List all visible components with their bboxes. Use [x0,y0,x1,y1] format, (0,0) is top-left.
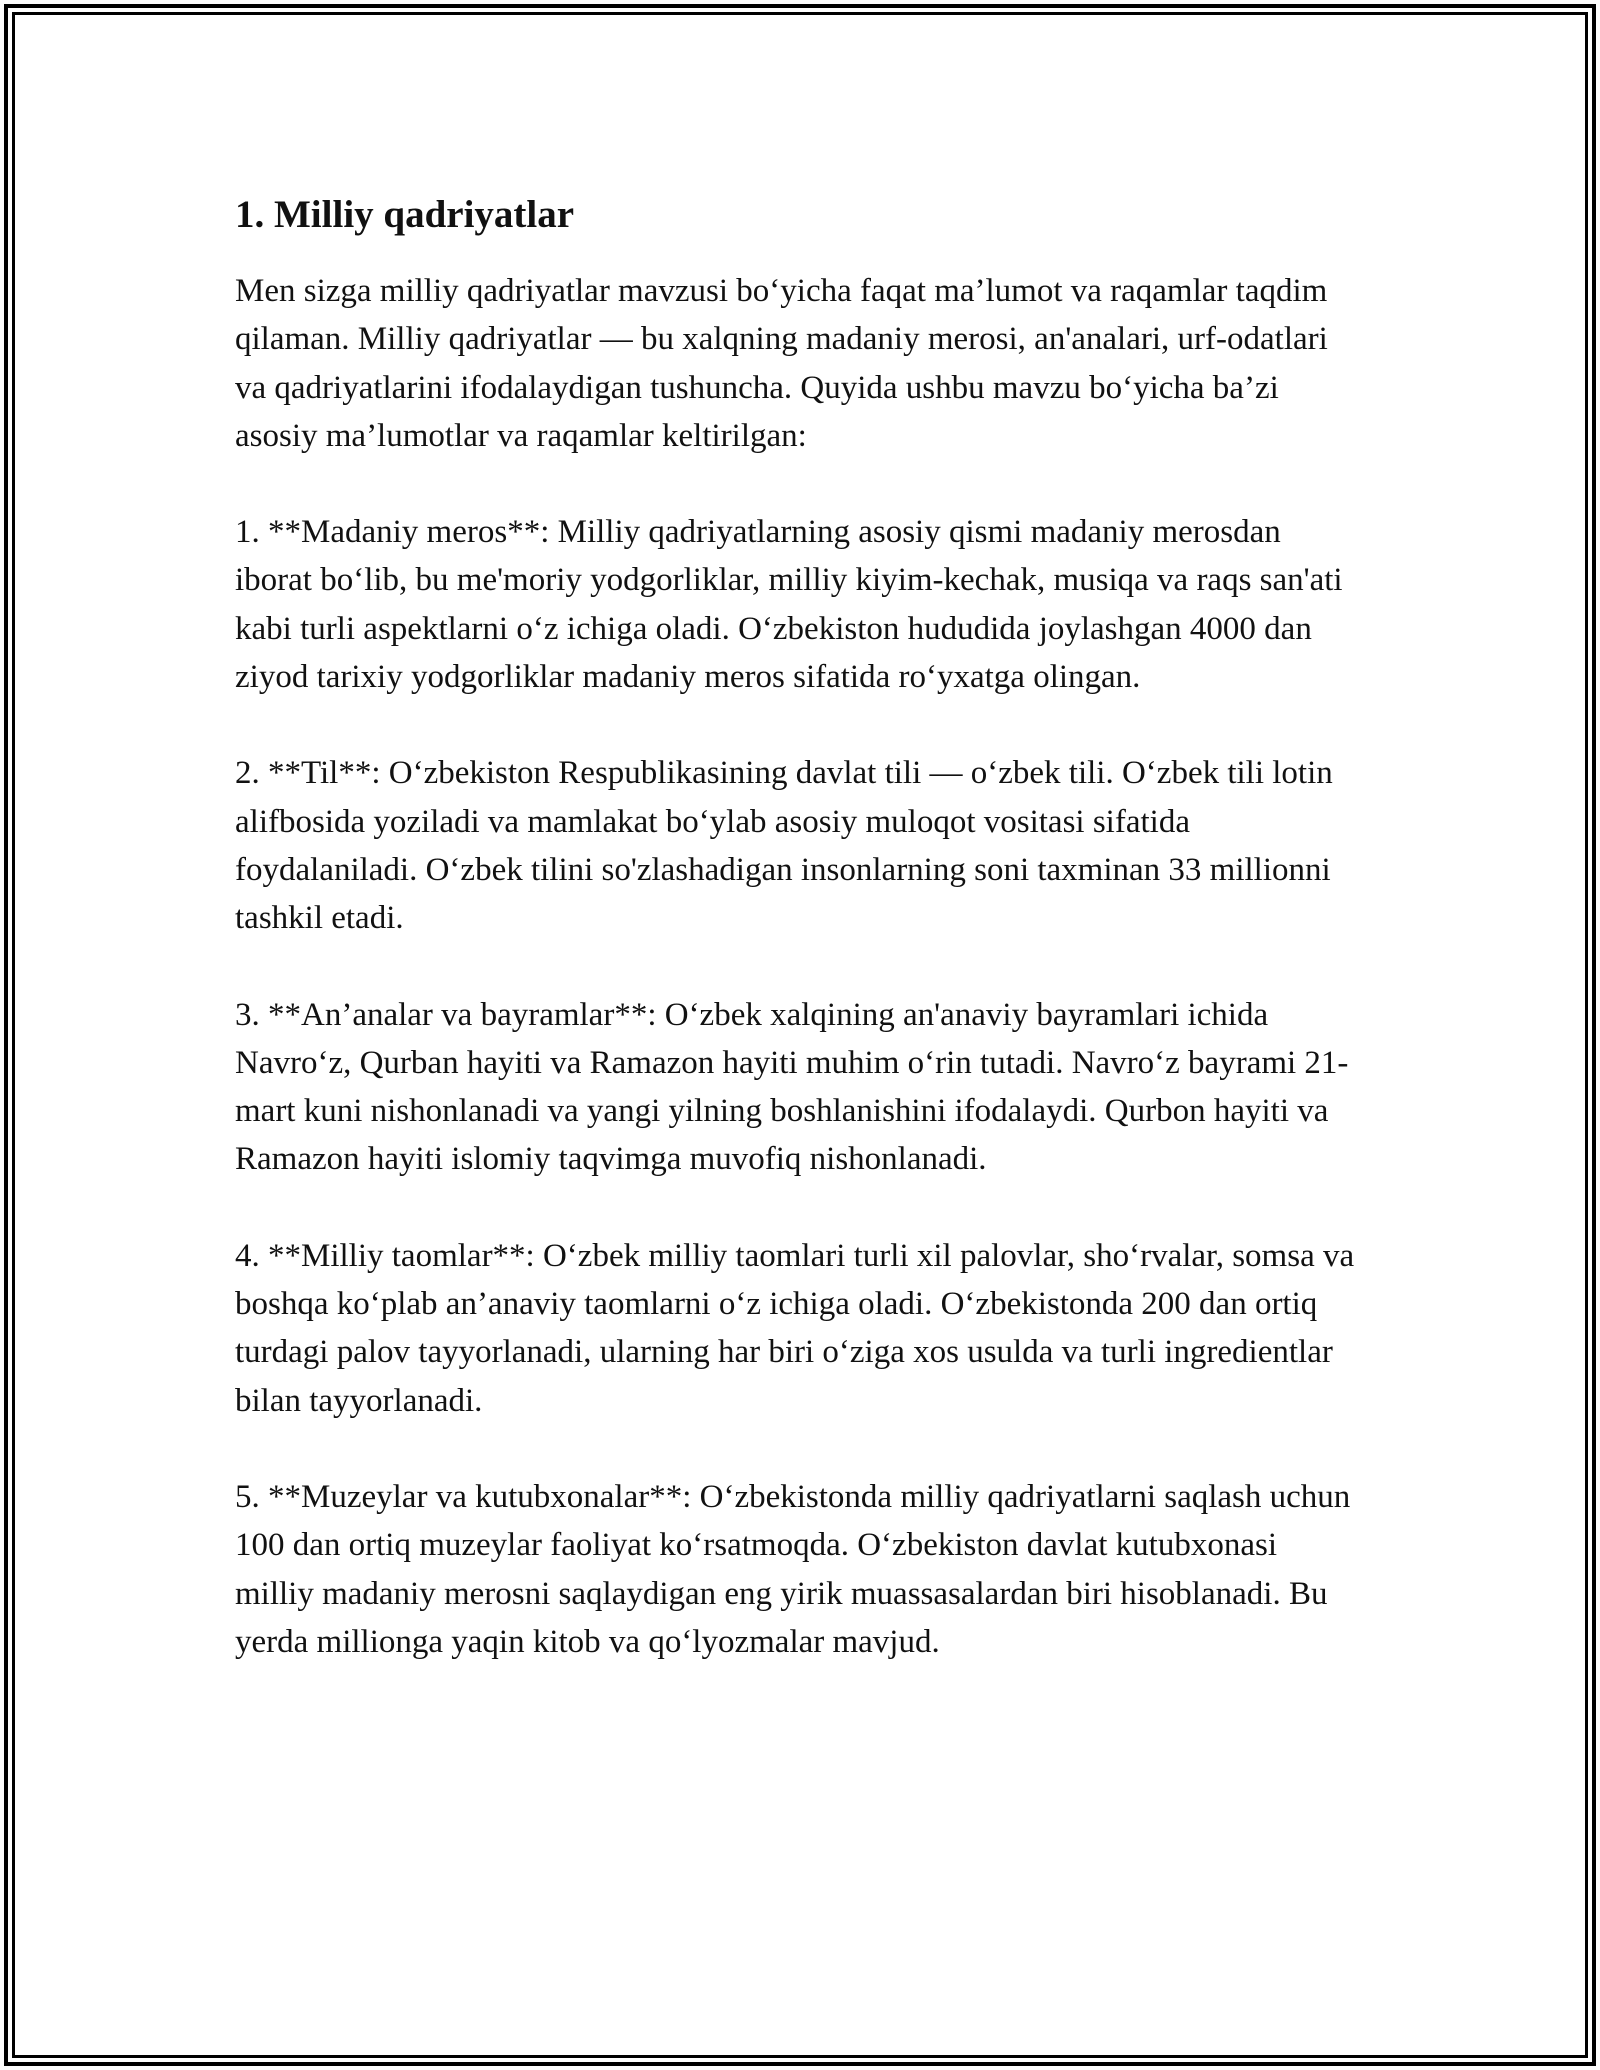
document-body [235,185,1360,1714]
list-item-til: 2. **Til**: O‘zbekiston Respublikasining davlat tili — o‘zbek tili. O‘zbek tili lotin alifbosida yoziladi va mamlakat bo‘ylab asosiy muloqot vositasi sifatida foydalaniladi. O‘zbek tilini so'zlashadigan insonlarning soni taxminan 33 millionni tashkil etadi. [235,755,1333,937]
list-item-ananalar-bayramlar: 3. **An’analar va bayramlar**: O‘zbek xalqining an'anaviy bayramlari ichida Navro‘z, Qurban hayiti va Ramazon hayiti muhim o‘rin tutadi. Navro‘z bayrami 21-mart kuni nishonlanadi va yangi yilning boshlanishini ifodalaydi. Qurbon hayiti va Ramazon hayiti islomiy taqvimga muvofiq nishonlanadi. [235,996,1349,1178]
list-item-muzeylar-kutubxonalar: 5. **Muzeylar va kutubxonalar**: O‘zbekistonda milliy qadriyatlarni saqlash uchun 100 dan ortiq muzeylar faoliyat ko‘rsatmoqda. O‘zbekiston davlat kutubxonasi milliy madaniy merosni saqlaydigan eng yirik muassasalardan biri hisoblanadi. Bu yerda millionga yaqin kitob va qo‘lyozmalar mavjud. [235,1478,1351,1660]
list-item-milliy-taomlar: 4. **Milliy taomlar**: O‘zbek milliy taomlari turli xil palovlar, sho‘rvalar, somsa va boshqa ko‘plab an’anaviy taomlarni o‘z ichiga oladi. O‘zbekistonda 200 dan ortiq turdagi palov tayyorlanadi, ularning har biri o‘ziga xos usulda va turli ingredientlar bilan tayyorlanadi. [235,1237,1355,1419]
intro-paragraph: Men sizga milliy qadriyatlar mavzusi bo‘yicha faqat ma’lumot va raqamlar taqdim qilaman. Milliy qadriyatlar — bu xalqning madaniy merosi, an'analari, urf-odatlari va qadriyatlarini ifodalaydigan tushuncha. Quyida ushbu mavzu bo‘yicha ba’zi asosiy ma’lumotlar va raqamlar keltirilgan: [235,273,1328,454]
list-item-madaniy-meros: 1. **Madaniy meros**: Milliy qadriyatlarning asosiy qismi madaniy merosdan iborat bo‘lib, bu me'moriy yodgorliklar, milliy kiyim-kechak, musiqa va raqs san'ati kabi turli aspektlarni o‘z ichiga oladi. O‘zbekiston hududida joylashgan 4000 dan ziyod tarixiy yodgorliklar madaniy meros sifatida ro‘yxatga olingan. [235,514,1343,696]
section-heading: 1. Milliy qadriyatlar [235,193,575,236]
